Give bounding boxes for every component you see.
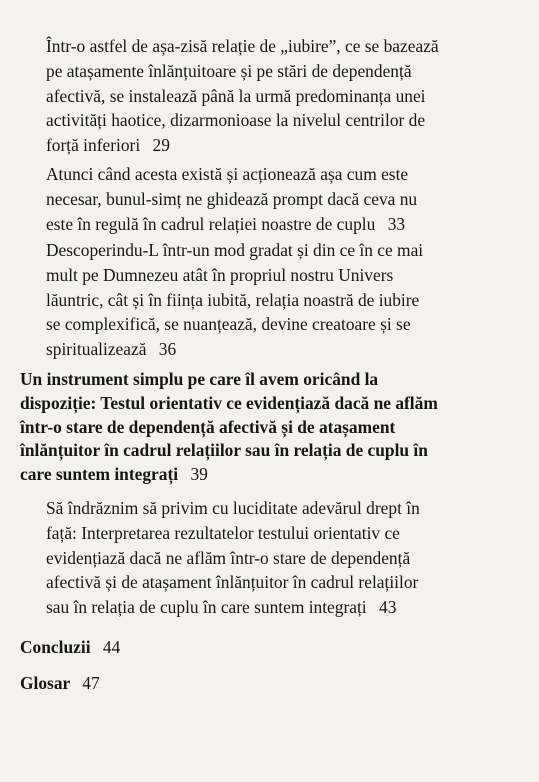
toc-entry-line: Concluzii xyxy=(20,637,91,657)
page-number: 44 xyxy=(102,637,121,657)
page-number: 33 xyxy=(387,213,406,234)
page-number: 29 xyxy=(152,135,170,156)
toc-entry-line: care suntem integrați xyxy=(20,464,179,485)
toc-entry-last-line xyxy=(46,212,504,237)
toc-entry-last-line xyxy=(46,337,504,362)
toc-entry-last-line xyxy=(20,463,506,487)
toc-entry-last-line xyxy=(46,133,504,158)
toc-entry xyxy=(46,496,504,620)
toc-section-entry xyxy=(20,368,506,487)
toc-entry-line: înlănțuitor în cadrul relațiilor sau în relația de cuplu în xyxy=(20,440,428,461)
toc-entry xyxy=(46,238,504,362)
toc-entry-line: este în regulă în cadrul relației noastre de cuplu xyxy=(46,213,376,234)
toc-entry-last-line xyxy=(20,672,506,696)
toc-section-entry xyxy=(20,636,506,660)
toc-entry-line: Să îndrăznim să privim cu luciditate adevărul drept în xyxy=(46,498,420,518)
toc-entry-line: se complexifică, se nuanțează, devine creatoare și se xyxy=(46,314,411,335)
toc-entry-line: afectivă și de atașament înlănțuitor în cadrul relațiilor xyxy=(46,572,419,593)
page-number: 39 xyxy=(190,464,208,485)
toc-entry-last-line xyxy=(46,595,504,620)
toc-entry-line: lăuntric, cât și în ființa iubită, relația noastră de iubire xyxy=(46,289,420,310)
toc-entry-line: dispoziție: Testul orientativ ce evidențiază dacă ne aflăm xyxy=(20,392,438,413)
toc-entry-line: necesar, bunul-simț ne ghidează prompt dacă ceva nu xyxy=(46,188,418,209)
toc-entry-line: într-o stare de dependență afectivă și de atașament xyxy=(20,416,396,437)
toc-entry-line: spiritualizează xyxy=(46,339,147,360)
toc-section-entry xyxy=(20,672,506,696)
toc-entry-line: afectivă, se instalează până la urmă predominanța unei xyxy=(46,85,426,106)
toc-entry-line: Un instrument simplu pe care îl avem oricând la xyxy=(20,369,379,389)
toc-entry-line: Într-o astfel de așa-zisă relație de „iubire”, ce se bazează xyxy=(46,36,439,56)
toc-entry xyxy=(46,162,504,236)
toc-entry-line: față: Interpretarea rezultatelor testului orientativ ce xyxy=(46,522,400,543)
page-number: 36 xyxy=(158,339,177,360)
toc-entry-line: pe atașamente înlănțuitoare și pe stări de dependență xyxy=(46,60,412,81)
toc-entry xyxy=(46,34,504,158)
toc-entry-line: Glosar xyxy=(20,673,70,693)
toc-entry-line: forță inferiori xyxy=(46,135,141,156)
page-number: 43 xyxy=(379,597,397,618)
toc-entry-line: Descoperindu-L într-un mod gradat și din ce în ce mai xyxy=(46,240,424,260)
toc-entry-line: evidențiază dacă ne aflăm într-o stare de dependență xyxy=(46,547,411,568)
page-number: 47 xyxy=(82,673,100,693)
toc-entry-line: activități haotice, dizarmonioase la nivelul centrilor de xyxy=(46,110,426,131)
toc-entry-last-line xyxy=(20,636,506,660)
toc-entry-line: Atunci când acesta există și acționează așa cum este xyxy=(46,164,409,184)
toc-entry-line: mult pe Dumnezeu atât în propriul nostru Univers xyxy=(46,264,394,285)
toc-entry-line: sau în relația de cuplu în care suntem integrați xyxy=(46,597,367,618)
